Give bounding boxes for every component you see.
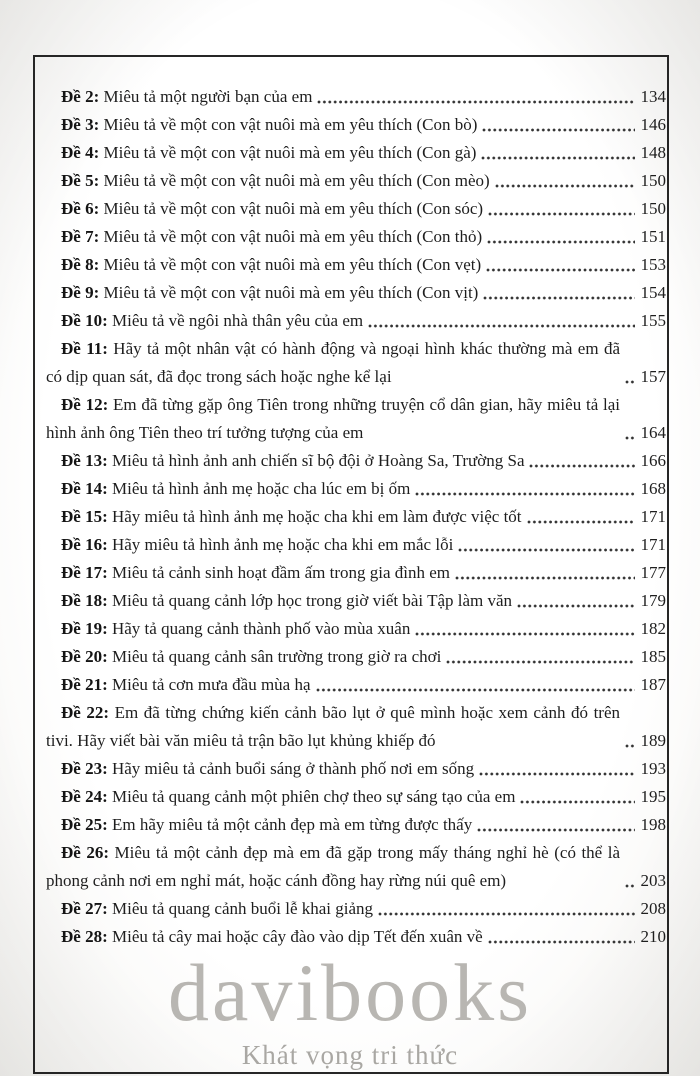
toc-entry-page: 210 bbox=[640, 927, 666, 946]
toc-entry-text: Miêu tả về một con vật nuôi mà em yêu thích (Con bò) bbox=[103, 115, 478, 134]
toc-entry-text: Miêu tả cây mai hoặc cây đào vào dịp Tết đến xuân về bbox=[111, 927, 483, 946]
toc-entry-label: Đề 15: bbox=[61, 507, 108, 526]
toc-entry-label: Đề 28: bbox=[61, 927, 108, 946]
toc-entry-text: Miêu tả quang cảnh một phiên chợ theo sự sáng tạo của em bbox=[111, 787, 516, 806]
toc-entry-text: Miêu tả về ngôi nhà thân yêu của em bbox=[111, 311, 364, 330]
dot-leader bbox=[317, 100, 635, 104]
toc-entry-page: 168 bbox=[640, 479, 666, 498]
toc-entry-label: Đề 26: bbox=[61, 843, 109, 862]
toc-entry bbox=[46, 839, 666, 895]
toc-entry-label: Đề 8: bbox=[61, 255, 100, 274]
dot-leader bbox=[415, 632, 635, 636]
toc-entry-title bbox=[46, 503, 522, 531]
toc-entry bbox=[46, 279, 666, 307]
toc-entry-page: 171 bbox=[640, 507, 666, 526]
toc-entry-text: Hãy miêu tả hình ảnh mẹ hoặc cha khi em làm được việc tốt bbox=[111, 507, 522, 526]
toc-entry-text: Em đã từng gặp ông Tiên trong những truyện cổ dân gian, hãy miêu tả lại hình ảnh ông Tiên theo trí tưởng tượng của em bbox=[46, 395, 621, 442]
toc-entry-title bbox=[46, 279, 478, 307]
toc-entry-title bbox=[46, 559, 450, 587]
toc-entry bbox=[46, 447, 666, 475]
toc-entry-label: Đề 20: bbox=[61, 647, 108, 666]
toc-entry-label: Đề 23: bbox=[61, 759, 108, 778]
dot-leader bbox=[378, 912, 635, 916]
toc-entry bbox=[46, 615, 666, 643]
toc-entry bbox=[46, 923, 666, 951]
toc-entry-title bbox=[46, 307, 363, 335]
toc-entry-text: Miêu tả quang cảnh lớp học trong giờ viết bài Tập làm văn bbox=[111, 591, 513, 610]
toc-entry-page: 198 bbox=[640, 815, 666, 834]
toc-entry-page: 166 bbox=[640, 451, 666, 470]
toc-entry-page: 148 bbox=[640, 143, 666, 162]
toc-entry-label: Đề 17: bbox=[61, 563, 108, 582]
toc-entry-title bbox=[46, 643, 441, 671]
toc-entry-text: Miêu tả một cảnh đẹp mà em đã gặp trong mấy tháng nghỉ hè (có thể là phong cảnh nơi em nghỉ mát, hoặc cánh đồng hay rừng núi quê em) bbox=[46, 843, 621, 890]
toc-entry bbox=[46, 895, 666, 923]
toc-entry-title bbox=[46, 223, 482, 251]
toc-entry-text: Miêu tả quang cảnh sân trường trong giờ ra chơi bbox=[111, 647, 442, 666]
toc-entry-text: Miêu tả về một con vật nuôi mà em yêu thích (Con vẹt) bbox=[103, 255, 482, 274]
dot-leader bbox=[486, 268, 635, 272]
dot-leader bbox=[477, 828, 635, 832]
toc-entry bbox=[46, 783, 666, 811]
dot-leader bbox=[495, 184, 635, 188]
toc-entry-title bbox=[46, 167, 490, 195]
toc-entry-page: 157 bbox=[640, 367, 666, 386]
toc-entry-page: 134 bbox=[640, 87, 666, 106]
table-of-contents bbox=[46, 83, 666, 951]
toc-entry-text: Miêu tả cơn mưa đầu mùa hạ bbox=[111, 675, 311, 694]
toc-entry-text: Miêu tả về một con vật nuôi mà em yêu thích (Con gà) bbox=[103, 143, 477, 162]
toc-entry-title bbox=[46, 447, 524, 475]
dot-leader bbox=[479, 772, 635, 776]
dot-leader bbox=[368, 324, 635, 328]
toc-entry-label: Đề 25: bbox=[61, 815, 108, 834]
toc-entry-title bbox=[46, 391, 620, 447]
toc-entry bbox=[46, 195, 666, 223]
toc-entry bbox=[46, 139, 666, 167]
toc-entry-text: Miêu tả quang cảnh buổi lễ khai giảng bbox=[111, 899, 374, 918]
toc-entry-title bbox=[46, 139, 476, 167]
toc-entry bbox=[46, 811, 666, 839]
dot-leader bbox=[458, 548, 635, 552]
watermark-brand-text: davibooks bbox=[167, 947, 533, 1038]
toc-entry-page: 187 bbox=[640, 675, 666, 694]
toc-entry-title bbox=[46, 699, 620, 755]
toc-entry bbox=[46, 111, 666, 139]
dot-leader bbox=[517, 604, 635, 608]
toc-entry-page: 193 bbox=[640, 759, 666, 778]
watermark-slogan-text: Khát vọng tri thức bbox=[241, 1040, 459, 1070]
toc-entry-page: 208 bbox=[640, 899, 666, 918]
dot-leader bbox=[446, 660, 635, 664]
toc-entry-text: Hãy tả một nhân vật có hành động và ngoại hình khác thường mà em đã có dịp quan sát, đã đọc trong sách hoặc nghe kể lại bbox=[46, 339, 620, 386]
toc-entry-page: 182 bbox=[640, 619, 666, 638]
toc-entry bbox=[46, 531, 666, 559]
toc-entry-title bbox=[46, 335, 620, 391]
dot-leader bbox=[483, 296, 635, 300]
dot-leader bbox=[625, 380, 635, 384]
toc-entry-page: 155 bbox=[640, 311, 666, 330]
toc-entry-text: Miêu tả về một con vật nuôi mà em yêu thích (Con mèo) bbox=[103, 171, 490, 190]
toc-entry-page: 195 bbox=[640, 787, 666, 806]
toc-entry-text: Miêu tả về một con vật nuôi mà em yêu thích (Con sóc) bbox=[103, 199, 484, 218]
toc-entry bbox=[46, 391, 666, 447]
toc-entry-title bbox=[46, 475, 410, 503]
toc-entry-title bbox=[46, 195, 483, 223]
toc-entry-page: 146 bbox=[640, 115, 666, 134]
dot-leader bbox=[527, 520, 635, 524]
toc-entry-label: Đề 13: bbox=[61, 451, 108, 470]
toc-entry-label: Đề 3: bbox=[61, 115, 100, 134]
toc-entry-page: 153 bbox=[640, 255, 666, 274]
toc-entry bbox=[46, 755, 666, 783]
dot-leader bbox=[455, 576, 635, 580]
toc-entry-text: Em hãy miêu tả một cảnh đẹp mà em từng được thấy bbox=[111, 815, 473, 834]
toc-entry-title bbox=[46, 839, 620, 895]
toc-entry-text: Miêu tả một người bạn của em bbox=[103, 87, 313, 106]
toc-entry bbox=[46, 307, 666, 335]
dot-leader bbox=[415, 492, 635, 496]
toc-entry-label: Đề 10: bbox=[61, 311, 108, 330]
toc-entry-label: Đề 9: bbox=[61, 283, 100, 302]
toc-entry-page: 177 bbox=[640, 563, 666, 582]
toc-entry bbox=[46, 671, 666, 699]
toc-entry-title bbox=[46, 811, 472, 839]
toc-entry-label: Đề 6: bbox=[61, 199, 100, 218]
toc-entry-title bbox=[46, 251, 481, 279]
dot-leader bbox=[520, 800, 635, 804]
toc-entry-label: Đề 14: bbox=[61, 479, 108, 498]
dot-leader bbox=[482, 128, 635, 132]
toc-entry-text: Hãy tả quang cảnh thành phố vào mùa xuân bbox=[111, 619, 411, 638]
toc-entry-title bbox=[46, 83, 312, 111]
toc-entry-label: Đề 11: bbox=[61, 339, 108, 358]
toc-entry-text: Hãy miêu tả hình ảnh mẹ hoặc cha khi em mắc lỗi bbox=[111, 535, 454, 554]
toc-entry-label: Đề 19: bbox=[61, 619, 108, 638]
toc-entry-title bbox=[46, 615, 410, 643]
toc-entry-title bbox=[46, 783, 515, 811]
toc-entry-text: Miêu tả hình ảnh mẹ hoặc cha lúc em bị ốm bbox=[111, 479, 411, 498]
dot-leader bbox=[625, 436, 635, 440]
toc-entry-label: Đề 22: bbox=[61, 703, 110, 722]
toc-entry-label: Đề 27: bbox=[61, 899, 108, 918]
dot-leader bbox=[316, 688, 635, 692]
toc-entry-page: 189 bbox=[640, 731, 666, 750]
toc-entry-title bbox=[46, 671, 311, 699]
toc-entry-title bbox=[46, 587, 512, 615]
toc-entry bbox=[46, 335, 666, 391]
toc-entry-label: Đề 5: bbox=[61, 171, 100, 190]
toc-entry-label: Đề 12: bbox=[61, 395, 109, 414]
toc-entry bbox=[46, 503, 666, 531]
toc-entry-text: Miêu tả cảnh sinh hoạt đầm ấm trong gia đình em bbox=[111, 563, 451, 582]
toc-entry-title bbox=[46, 895, 373, 923]
toc-entry-label: Đề 4: bbox=[61, 143, 100, 162]
toc-entry bbox=[46, 167, 666, 195]
toc-entry-page: 150 bbox=[640, 171, 666, 190]
toc-entry-label: Đề 21: bbox=[61, 675, 108, 694]
toc-entry bbox=[46, 251, 666, 279]
toc-entry-text: Miêu tả về một con vật nuôi mà em yêu thích (Con vịt) bbox=[103, 283, 479, 302]
toc-entry-text: Hãy miêu tả cảnh buổi sáng ở thành phố nơi em sống bbox=[111, 759, 475, 778]
toc-entry-label: Đề 18: bbox=[61, 591, 108, 610]
toc-entry-title bbox=[46, 531, 453, 559]
toc-entry-text: Em đã từng chứng kiến cảnh bão lụt ở quê mình hoặc xem cảnh đó trên tivi. Hãy viết bài văn miêu tả trận bão lụt khủng khiếp đó bbox=[46, 703, 621, 750]
dot-leader bbox=[488, 940, 635, 944]
toc-entry-page: 151 bbox=[640, 227, 666, 246]
dot-leader bbox=[488, 212, 635, 216]
toc-entry-label: Đề 2: bbox=[61, 87, 100, 106]
toc-entry bbox=[46, 223, 666, 251]
dot-leader bbox=[529, 464, 635, 468]
toc-entry bbox=[46, 475, 666, 503]
dot-leader bbox=[481, 156, 635, 160]
toc-entry bbox=[46, 83, 666, 111]
toc-entry-page: 185 bbox=[640, 647, 666, 666]
toc-entry-title bbox=[46, 923, 483, 951]
toc-entry-page: 171 bbox=[640, 535, 666, 554]
toc-entry-page: 164 bbox=[640, 423, 666, 442]
dot-leader bbox=[625, 884, 635, 888]
dot-leader bbox=[487, 240, 635, 244]
toc-entry bbox=[46, 699, 666, 755]
toc-entry-label: Đề 16: bbox=[61, 535, 108, 554]
toc-entry bbox=[46, 559, 666, 587]
toc-entry bbox=[46, 643, 666, 671]
dot-leader bbox=[625, 744, 635, 748]
toc-entry-title bbox=[46, 111, 477, 139]
toc-entry-text: Miêu tả hình ảnh anh chiến sĩ bộ đội ở Hoàng Sa, Trường Sa bbox=[111, 451, 525, 470]
toc-entry bbox=[46, 587, 666, 615]
toc-entry-title bbox=[46, 755, 474, 783]
toc-entry-text: Miêu tả về một con vật nuôi mà em yêu thích (Con thỏ) bbox=[103, 227, 483, 246]
toc-entry-label: Đề 24: bbox=[61, 787, 108, 806]
toc-entry-page: 154 bbox=[640, 283, 666, 302]
toc-entry-page: 179 bbox=[640, 591, 666, 610]
toc-entry-label: Đề 7: bbox=[61, 227, 100, 246]
toc-entry-page: 203 bbox=[640, 871, 666, 890]
toc-entry-page: 150 bbox=[640, 199, 666, 218]
